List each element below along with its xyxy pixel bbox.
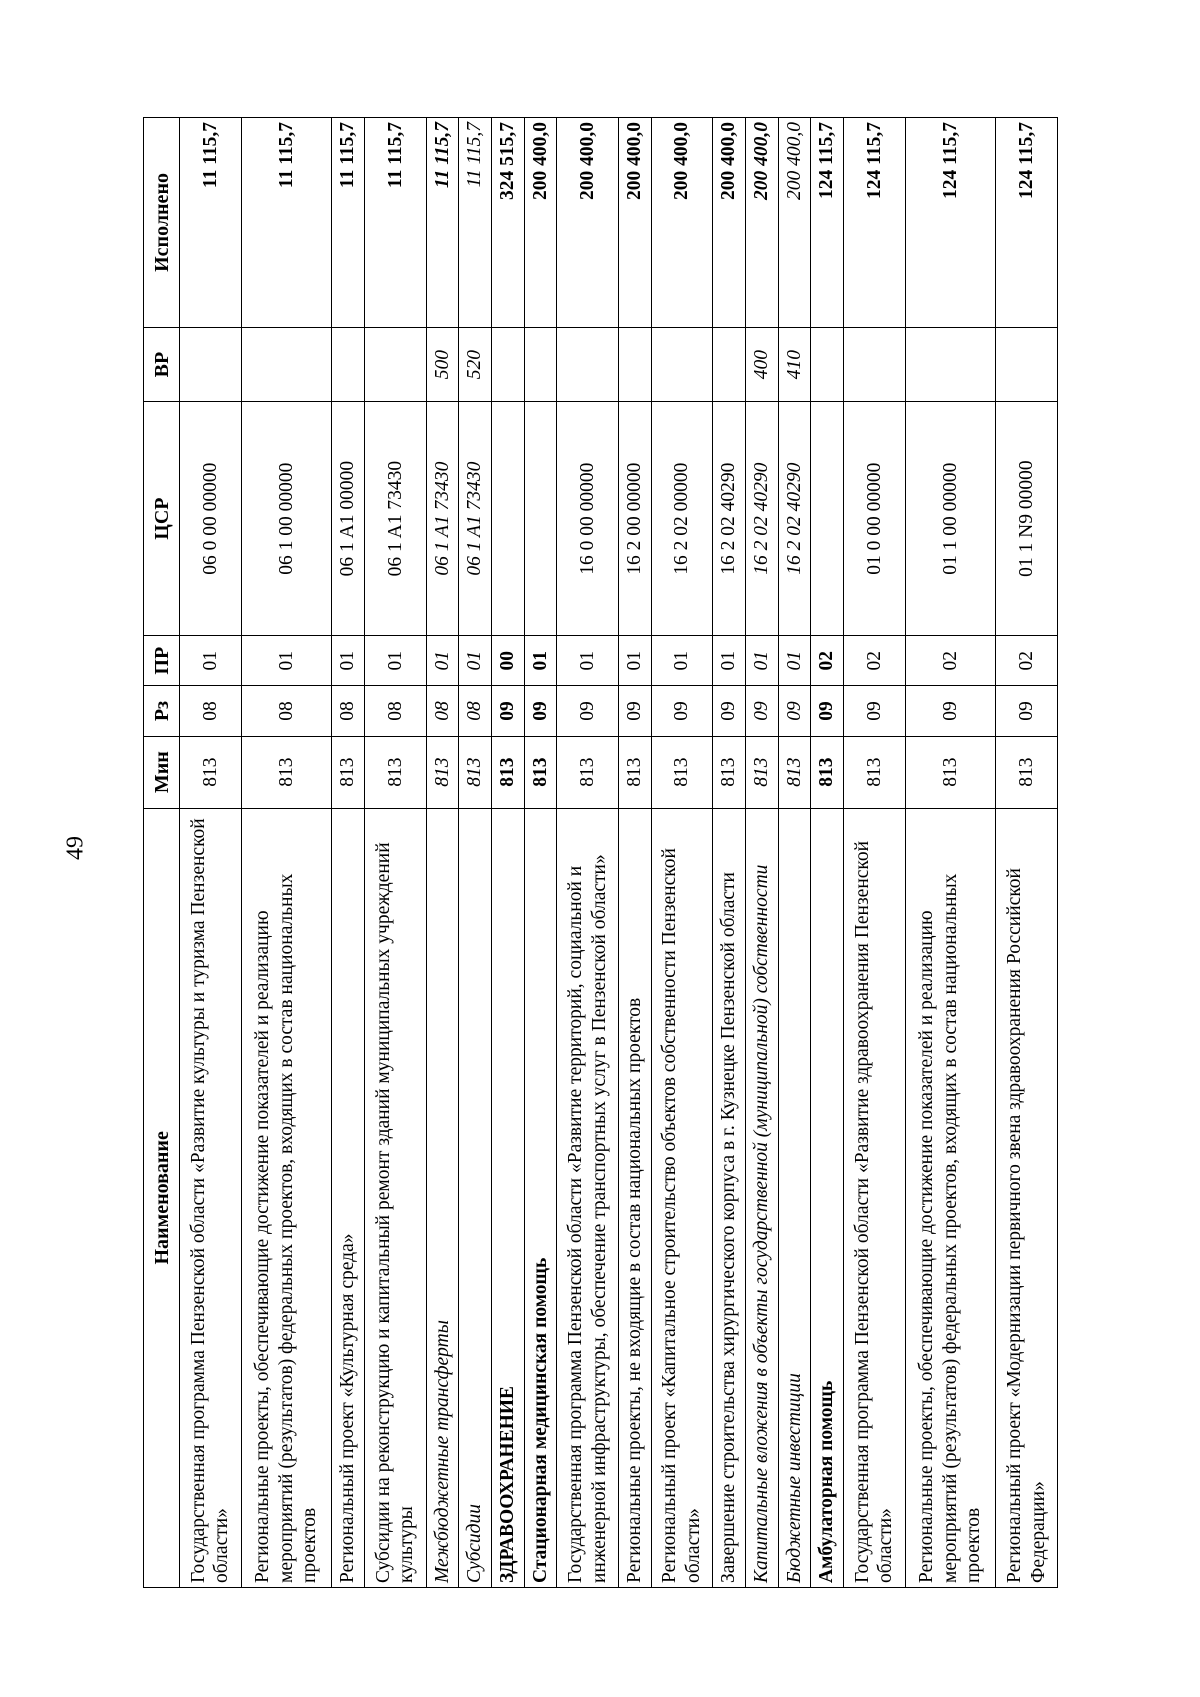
cell-pr: 01 (332, 636, 365, 686)
cell-vr (996, 327, 1058, 401)
cell-csr: 16 2 02 40290 (713, 402, 746, 636)
cell-done: 200 400,0 (778, 118, 811, 328)
cell-name: Региональные проекты, обеспечивающие достижение показателей и реализацию мероприятий (результатов) федеральных проектов, входящих в состав национальных проектов (241, 808, 332, 1587)
cell-vr (651, 327, 713, 401)
cell-rz: 09 (491, 686, 524, 736)
cell-csr: 06 1 00 00000 (241, 402, 332, 636)
cell-name: Бюджетные инвестиции (778, 808, 811, 1587)
cell-csr: 01 1 N9 00000 (996, 402, 1058, 636)
cell-csr: 01 0 00 00000 (843, 402, 905, 636)
cell-name: Межбюджетные трансферты (426, 808, 459, 1587)
table-row (524, 118, 557, 1588)
cell-vr (364, 327, 426, 401)
cell-vr (241, 327, 332, 401)
cell-pr: 01 (557, 636, 619, 686)
cell-min: 813 (557, 736, 619, 808)
cell-rz: 09 (905, 686, 996, 736)
header-rz: Рз (144, 686, 180, 736)
cell-vr: 410 (778, 327, 811, 401)
cell-vr (618, 327, 651, 401)
header-row (144, 118, 180, 1588)
table-row (745, 118, 778, 1588)
cell-pr: 02 (843, 636, 905, 686)
cell-csr: 16 2 02 40290 (778, 402, 811, 636)
cell-name: Субсидии (459, 808, 492, 1587)
cell-pr: 01 (364, 636, 426, 686)
cell-pr: 02 (811, 636, 844, 686)
cell-done: 200 400,0 (557, 118, 619, 328)
cell-name: Региональные проекты, не входящие в состав национальных проектов (618, 808, 651, 1587)
cell-name: Государственная программа Пензенской области «Развитие территорий, социальной и инженерной инфраструктуры, обеспечение транспортных услуг в Пензенской области» (557, 808, 619, 1587)
cell-min: 813 (459, 736, 492, 808)
table-row (651, 118, 713, 1588)
cell-name: ЗДРАВООХРАНЕНИЕ (491, 808, 524, 1587)
cell-done: 11 115,7 (364, 118, 426, 328)
header-min: Мин (144, 736, 180, 808)
cell-done: 11 115,7 (459, 118, 492, 328)
cell-name: Региональный проект «Культурная среда» (332, 808, 365, 1587)
cell-vr (713, 327, 746, 401)
cell-pr: 01 (241, 636, 332, 686)
cell-name: Стационарная медицинская помощь (524, 808, 557, 1587)
header-name: Наименование (144, 808, 180, 1587)
cell-rz: 08 (459, 686, 492, 736)
table-row (778, 118, 811, 1588)
cell-pr: 01 (524, 636, 557, 686)
cell-vr: 400 (745, 327, 778, 401)
cell-pr: 01 (713, 636, 746, 686)
table-row (905, 118, 996, 1588)
cell-vr (491, 327, 524, 401)
cell-rz: 08 (426, 686, 459, 736)
table-row (241, 118, 332, 1588)
cell-csr: 06 1 A1 00000 (332, 402, 365, 636)
cell-min: 813 (651, 736, 713, 808)
page-number: 49 (62, 836, 89, 860)
cell-name: Субсидии на реконструкцию и капитальный ремонт зданий муниципальных учреждений культуры (364, 808, 426, 1587)
cell-pr: 01 (745, 636, 778, 686)
table-row (557, 118, 619, 1588)
cell-min: 813 (332, 736, 365, 808)
cell-name: Региональные проекты, обеспечивающие достижение показателей и реализацию мероприятий (результатов) федеральных проектов, входящих в состав национальных проектов (905, 808, 996, 1587)
cell-pr: 00 (491, 636, 524, 686)
cell-vr (557, 327, 619, 401)
cell-done: 11 115,7 (241, 118, 332, 328)
cell-pr: 02 (905, 636, 996, 686)
cell-min: 813 (180, 736, 242, 808)
table-row (618, 118, 651, 1588)
cell-pr: 01 (618, 636, 651, 686)
table-row (426, 118, 459, 1588)
cell-csr: 16 2 02 00000 (651, 402, 713, 636)
cell-min: 813 (996, 736, 1058, 808)
cell-rz: 08 (364, 686, 426, 736)
budget-table (143, 117, 1058, 1588)
cell-csr: 16 2 02 40290 (745, 402, 778, 636)
cell-done: 11 115,7 (180, 118, 242, 328)
cell-pr: 01 (459, 636, 492, 686)
header-done: Исполнено (144, 118, 180, 328)
cell-vr (180, 327, 242, 401)
cell-min: 813 (524, 736, 557, 808)
cell-rz: 09 (843, 686, 905, 736)
cell-csr: 16 0 00 00000 (557, 402, 619, 636)
cell-done: 124 115,7 (996, 118, 1058, 328)
header-vr: ВР (144, 327, 180, 401)
cell-done: 11 115,7 (332, 118, 365, 328)
table-row (332, 118, 365, 1588)
cell-csr: 16 2 00 00000 (618, 402, 651, 636)
cell-rz: 09 (811, 686, 844, 736)
cell-rz: 09 (524, 686, 557, 736)
cell-name: Государственная программа Пензенской области «Развитие здравоохранения Пензенской области» (843, 808, 905, 1587)
cell-done: 124 115,7 (811, 118, 844, 328)
cell-pr: 01 (778, 636, 811, 686)
cell-csr: 01 1 00 00000 (905, 402, 996, 636)
cell-csr: 06 0 00 00000 (180, 402, 242, 636)
cell-min: 813 (364, 736, 426, 808)
cell-name: Региональный проект «Модернизации первичного звена здравоохранения Российской Федерации» (996, 808, 1058, 1587)
cell-csr: 06 1 A1 73430 (364, 402, 426, 636)
cell-name: Региональный проект «Капитальное строительство объектов собственности Пензенской области» (651, 808, 713, 1587)
cell-min: 813 (745, 736, 778, 808)
cell-rz: 08 (180, 686, 242, 736)
cell-done: 11 115,7 (426, 118, 459, 328)
cell-rz: 08 (332, 686, 365, 736)
cell-min: 813 (426, 736, 459, 808)
cell-min: 813 (713, 736, 746, 808)
cell-done: 200 400,0 (713, 118, 746, 328)
cell-rz: 09 (713, 686, 746, 736)
cell-pr: 01 (180, 636, 242, 686)
cell-rz: 09 (651, 686, 713, 736)
cell-rz: 09 (996, 686, 1058, 736)
cell-done: 324 515,7 (491, 118, 524, 328)
cell-pr: 01 (426, 636, 459, 686)
table-row (364, 118, 426, 1588)
cell-vr: 520 (459, 327, 492, 401)
table-row (491, 118, 524, 1588)
header-csr: ЦСР (144, 402, 180, 636)
cell-vr (811, 327, 844, 401)
cell-done: 200 400,0 (524, 118, 557, 328)
cell-min: 813 (618, 736, 651, 808)
cell-min: 813 (778, 736, 811, 808)
cell-vr (905, 327, 996, 401)
cell-name: Завершение строительства хирургического корпуса в г. Кузнецке Пензенской области (713, 808, 746, 1587)
cell-csr: 06 1 A1 73430 (459, 402, 492, 636)
cell-csr (524, 402, 557, 636)
cell-min: 813 (241, 736, 332, 808)
cell-pr: 01 (651, 636, 713, 686)
table-row (843, 118, 905, 1588)
cell-rz: 09 (778, 686, 811, 736)
cell-name: Амбулаторная помощь (811, 808, 844, 1587)
cell-done: 200 400,0 (651, 118, 713, 328)
cell-csr (491, 402, 524, 636)
cell-rz: 09 (557, 686, 619, 736)
table-row (713, 118, 746, 1588)
table-wrapper (143, 117, 1058, 1588)
cell-name: Государственная программа Пензенской области «Развитие культуры и туризма Пензенской области» (180, 808, 242, 1587)
table-row (996, 118, 1058, 1588)
cell-done: 124 115,7 (905, 118, 996, 328)
cell-min: 813 (905, 736, 996, 808)
cell-vr: 500 (426, 327, 459, 401)
cell-vr (843, 327, 905, 401)
cell-vr (332, 327, 365, 401)
cell-csr: 06 1 A1 73430 (426, 402, 459, 636)
table-row (811, 118, 844, 1588)
header-pr: ПР (144, 636, 180, 686)
cell-min: 813 (843, 736, 905, 808)
cell-min: 813 (491, 736, 524, 808)
cell-rz: 09 (745, 686, 778, 736)
cell-vr (524, 327, 557, 401)
cell-rz: 09 (618, 686, 651, 736)
cell-pr: 02 (996, 636, 1058, 686)
cell-done: 200 400,0 (745, 118, 778, 328)
cell-csr (811, 402, 844, 636)
cell-rz: 08 (241, 686, 332, 736)
cell-name: Капитальные вложения в объекты государственной (муниципальной) собственности (745, 808, 778, 1587)
cell-done: 124 115,7 (843, 118, 905, 328)
cell-min: 813 (811, 736, 844, 808)
table-row (459, 118, 492, 1588)
cell-done: 200 400,0 (618, 118, 651, 328)
table-row (180, 118, 242, 1588)
